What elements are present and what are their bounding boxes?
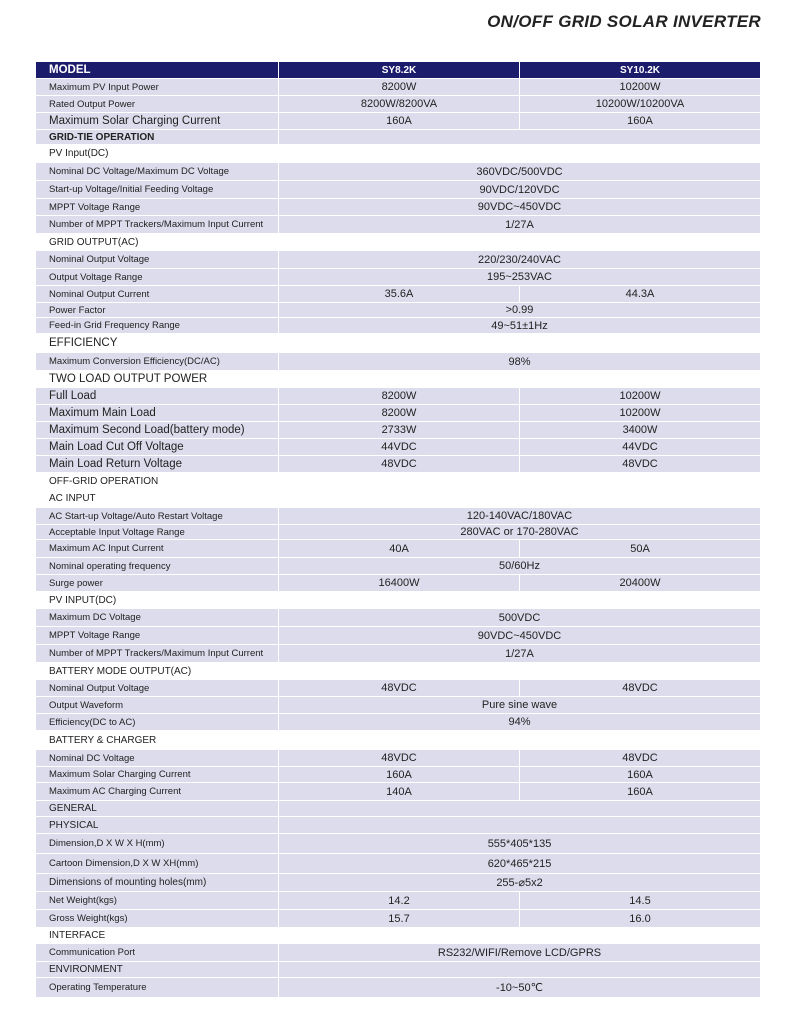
row-label: EFFICIENCY [49,337,118,349]
table-row [36,216,760,234]
row-value-sy8-2k: 40A [278,540,519,557]
row-empty-cell [278,490,760,507]
row-label: Cartoon Dimension,D X W XH(mm) [49,858,199,869]
header-col-sy10-2k: SY10.2K [519,62,760,78]
row-label: Maximum AC Charging Current [49,786,181,797]
table-row [36,783,760,801]
header-col-sy8-2k: SY8.2K [278,62,519,78]
table-row [36,854,760,874]
table-row [36,697,760,714]
table-row [36,181,760,199]
row-value-sy8-2k: 48VDC [278,456,519,472]
spec-table [36,62,760,998]
table-header-row [36,62,760,79]
row-label: Operating Temperature [49,982,147,993]
table-row [36,834,760,854]
row-value-shared: 98% [278,353,760,370]
table-row [36,388,760,405]
table-row [36,508,760,525]
row-label: OFF-GRID OPERATION [49,475,159,487]
row-label: Surge power [49,577,103,589]
table-row [36,910,760,928]
row-empty-cell [278,928,760,943]
table-row [36,473,760,490]
table-row [36,540,760,558]
table-row [36,978,760,998]
row-value-sy10-2k: 3400W [519,422,760,438]
table-row [36,353,760,371]
row-value-sy10-2k: 10200W/10200VA [519,96,760,112]
row-value-sy10-2k: 10200W [519,79,760,95]
row-label: Output Waveform [49,699,124,711]
table-row [36,767,760,783]
row-label: GRID OUTPUT(AC) [49,236,139,248]
table-row [36,113,760,130]
row-label: AC INPUT [49,493,96,504]
row-value-sy8-2k: 14.2 [278,892,519,909]
row-value-sy8-2k: 160A [278,113,519,129]
row-empty-cell [278,473,760,489]
row-label: Communication Port [49,947,136,958]
row-empty-cell [278,371,760,387]
row-value-shared: 90VDC~450VDC [278,199,760,215]
row-value-shared: 90VDC/120VDC [278,181,760,198]
row-value-sy10-2k: 10200W [519,405,760,421]
row-value-sy10-2k: 20400W [519,575,760,591]
table-row [36,199,760,216]
row-value-sy8-2k: 48VDC [278,750,519,766]
row-value-sy10-2k: 48VDC [519,750,760,766]
row-label: INTERFACE [49,930,106,941]
row-label: Maximum Main Load [49,407,156,419]
row-label: Maximum Solar Charging Current [49,115,221,127]
table-row [36,750,760,767]
row-value-shared: 555*405*135 [278,834,760,853]
row-label: Nominal DC Voltage [49,752,135,764]
table-row [36,928,760,944]
table-row [36,680,760,697]
table-row [36,575,760,592]
table-row [36,130,760,145]
table-row [36,251,760,269]
row-value-sy8-2k: 8200W [278,79,519,95]
table-row [36,592,760,609]
row-value-sy8-2k: 44VDC [278,439,519,455]
table-row [36,892,760,910]
row-empty-cell [278,663,760,679]
row-value-sy10-2k: 160A [519,767,760,782]
row-value-sy10-2k: 48VDC [519,456,760,472]
row-value-sy10-2k: 16.0 [519,910,760,927]
table-row [36,645,760,663]
row-value-sy10-2k: 50A [519,540,760,557]
row-value-shared: 94% [278,714,760,730]
row-value-shared: 120-140VAC/180VAC [278,508,760,524]
row-label: BATTERY MODE OUTPUT(AC) [49,665,192,677]
table-row [36,731,760,750]
row-value-shared: -10~50℃ [278,978,760,997]
row-label: Nominal operating frequency [49,560,171,572]
row-value-sy10-2k: 48VDC [519,680,760,696]
table-row [36,663,760,680]
row-value-shared: 49~51±1Hz [278,318,760,333]
table-row [36,558,760,575]
row-label: Dimensions of mounting holes(mm) [49,877,207,888]
row-label: PHYSICAL [49,819,99,831]
row-value-sy8-2k: 35.6A [278,286,519,302]
row-value-sy8-2k: 8200W/8200VA [278,96,519,112]
row-label: AC Start-up Voltage/Auto Restart Voltage [49,510,223,522]
table-row [36,96,760,113]
row-label: Nominal Output Voltage [49,682,150,694]
row-label: Gross Weight(kgs) [49,913,128,924]
table-row [36,79,760,96]
row-empty-cell [278,130,760,144]
row-value-shared: RS232/WIFI/Remove LCD/GPRS [278,944,760,961]
row-label: PV Input(DC) [49,148,109,159]
row-value-shared: 90VDC~450VDC [278,627,760,644]
row-label: Main Load Cut Off Voltage [49,441,184,453]
row-label: Maximum PV Input Power [49,81,159,93]
table-row [36,405,760,422]
row-label: GENERAL [49,803,97,814]
row-value-shared: 1/27A [278,645,760,662]
row-value-shared: 220/230/240VAC [278,251,760,268]
table-row [36,456,760,473]
row-label: PV INPUT(DC) [49,594,117,606]
row-value-shared: 500VDC [278,609,760,626]
row-value-shared: 50/60Hz [278,558,760,574]
row-value-sy10-2k: 44.3A [519,286,760,302]
row-empty-cell [278,334,760,352]
row-value-sy8-2k: 8200W [278,405,519,421]
row-value-shared: 1/27A [278,216,760,233]
row-label: Maximum Solar Charging Current [49,769,191,780]
table-row [36,318,760,334]
row-value-shared: >0.99 [278,303,760,317]
table-row [36,714,760,731]
page-title: ON/OFF GRID SOLAR INVERTER [487,12,761,31]
row-label: Number of MPPT Trackers/Maximum Input Current [49,219,264,230]
table-row [36,303,760,318]
row-value-sy10-2k: 160A [519,783,760,800]
table-row [36,801,760,817]
table-row [36,944,760,962]
row-label: TWO LOAD OUTPUT POWER [49,373,208,385]
row-value-sy10-2k: 44VDC [519,439,760,455]
row-value-shared: 360VDC/500VDC [278,163,760,180]
table-row [36,371,760,388]
row-label: MPPT Voltage Range [49,201,141,213]
row-label: Maximum DC Voltage [49,612,141,623]
row-empty-cell [278,145,760,162]
row-label: Main Load Return Voltage [49,458,182,470]
row-value-shared: 195~253VAC [278,269,760,285]
row-empty-cell [278,962,760,977]
row-value-sy8-2k: 15.7 [278,910,519,927]
table-row [36,422,760,439]
row-empty-cell [278,234,760,250]
table-row [36,439,760,456]
row-label: Start-up Voltage/Initial Feeding Voltage [49,184,214,195]
row-label: Nominal Output Voltage [49,254,150,265]
row-label: Output Voltage Range [49,271,143,283]
row-label: Net Weight(kgs) [49,895,117,906]
table-row [36,817,760,834]
row-value-sy10-2k: 14.5 [519,892,760,909]
row-label: Feed-in Grid Frequency Range [49,320,180,331]
row-label: Rated Output Power [49,98,136,110]
table-row [36,334,760,353]
table-row [36,234,760,251]
table-row [36,627,760,645]
row-label: Number of MPPT Trackers/Maximum Input Current [49,648,264,659]
row-label: Acceptable Input Voltage Range [49,526,185,538]
table-row [36,874,760,892]
row-value-sy8-2k: 2733W [278,422,519,438]
row-label: Nominal DC Voltage/Maximum DC Voltage [49,166,230,177]
header-model: MODEL [49,64,91,76]
row-value-sy8-2k: 48VDC [278,680,519,696]
row-empty-cell [278,731,760,749]
row-label: Power Factor [49,304,106,316]
row-label: Efficiency(DC to AC) [49,716,136,728]
table-row [36,525,760,540]
row-label: BATTERY & CHARGER [49,734,157,746]
row-label: Maximum AC Input Current [49,543,164,554]
table-row [36,163,760,181]
row-value-shared: Pure sine wave [278,697,760,713]
row-label: Nominal Output Current [49,288,150,300]
table-row [36,490,760,508]
row-label: Dimension,D X W X H(mm) [49,838,165,849]
row-label: MPPT Voltage Range [49,630,141,641]
row-value-sy10-2k: 160A [519,113,760,129]
row-value-sy8-2k: 160A [278,767,519,782]
row-empty-cell [278,801,760,816]
row-label: Maximum Second Load(battery mode) [49,424,245,436]
row-value-sy8-2k: 140A [278,783,519,800]
table-row [36,286,760,303]
table-row [36,145,760,163]
row-label: Maximum Conversion Efficiency(DC/AC) [49,356,220,367]
row-value-sy8-2k: 8200W [278,388,519,404]
row-value-shared: 255-⌀5x2 [278,874,760,891]
row-empty-cell [278,817,760,833]
row-value-sy8-2k: 16400W [278,575,519,591]
row-value-sy10-2k: 10200W [519,388,760,404]
row-value-shared: 280VAC or 170-280VAC [278,525,760,539]
row-value-shared: 620*465*215 [278,854,760,873]
row-label: Full Load [49,390,97,402]
row-label: GRID-TIE OPERATION [49,131,155,143]
table-row [36,609,760,627]
row-label: ENVIRONMENT [49,964,123,975]
row-empty-cell [278,592,760,608]
table-row [36,962,760,978]
table-row [36,269,760,286]
